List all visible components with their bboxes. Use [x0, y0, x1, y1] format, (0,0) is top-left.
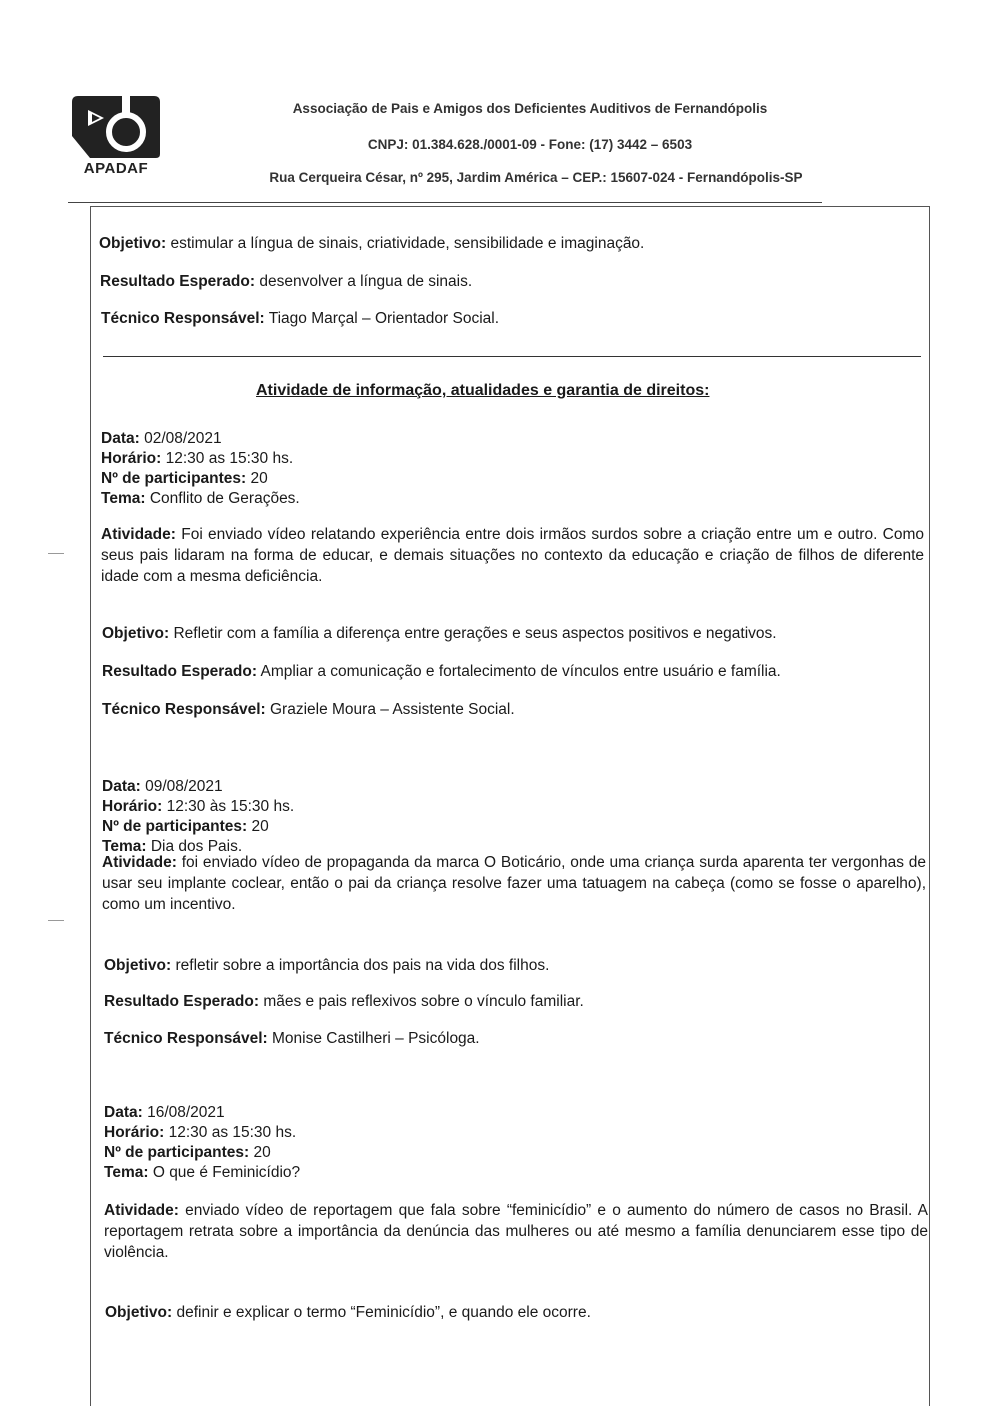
- org-name: Associação de Pais e Amigos dos Deficientes Auditivos de Fernandópolis: [292, 101, 768, 116]
- entry-3-participantes: Nº de participantes: 20: [104, 1144, 271, 1161]
- entry-2-tema: Tema: Dia dos Pais.: [102, 838, 243, 855]
- logo-text: APADAF: [83, 160, 149, 177]
- entry-2-objetivo: Objetivo: refletir sobre a importância dos pais na vida dos filhos.: [104, 957, 550, 974]
- ear-logo-icon: [70, 92, 162, 160]
- scan-mark: [48, 553, 64, 554]
- header-divider: [68, 202, 822, 203]
- apadaf-logo: [70, 92, 166, 184]
- entry-3-horario: Horário: 12:30 as 15:30 hs.: [104, 1124, 297, 1141]
- entry-1-participantes: Nº de participantes: 20: [101, 470, 268, 487]
- section-divider: [103, 356, 921, 357]
- cnpj-phone: CNPJ: 01.384.628./0001-09 - Fone: (17) 3442 – 6503: [367, 137, 693, 152]
- entry-1-horario: Horário: 12:30 as 15:30 hs.: [101, 450, 294, 467]
- entry-3-tema: Tema: O que é Feminicídio?: [104, 1164, 301, 1181]
- entry-1-atividade: Atividade: Foi enviado vídeo relatando experiência entre dois irmãos surdos sobre a criação entre um e outro. Como seus pais lidaram na forma de educar, e demais situações no contexto da educação e criação de filhos de diferente idade com a mesma deficiência.: [101, 526, 925, 585]
- entry-3-objetivo: Objetivo: definir e explicar o termo “Feminicídio”, e quando ele ocorre.: [105, 1304, 591, 1321]
- entry-2-tecnico: Técnico Responsável: Monise Castilheri – Psicóloga.: [104, 1030, 480, 1047]
- entry-1-resultado: Resultado Esperado: Ampliar a comunicação e fortalecimento de vínculos entre usuário e família.: [102, 663, 781, 680]
- section-title: Atividade de informação, atualidades e garantia de direitos:: [256, 382, 710, 399]
- intro-tecnico: Técnico Responsável: Tiago Marçal – Orientador Social.: [101, 310, 500, 327]
- entry-1-objetivo: Objetivo: Refletir com a família a diferença entre gerações e seus aspectos positivos e negativos.: [102, 625, 777, 642]
- entry-1-tecnico: Técnico Responsável: Graziele Moura – Assistente Social.: [102, 701, 515, 718]
- entry-2-resultado: Resultado Esperado: mães e pais reflexivos sobre o vínculo familiar.: [104, 993, 584, 1010]
- entry-2-data: Data: 09/08/2021: [102, 778, 223, 795]
- entry-1-data: Data: 02/08/2021: [101, 430, 222, 447]
- scan-mark: [48, 920, 64, 921]
- entry-2-atividade: Atividade: foi enviado vídeo de propaganda da marca O Boticário, onde uma criança surda aparenta ter vergonhas de usar seu implante coclear, então o pai da criança resolve fazer uma tatuagem na cabeça (como se fosse o aparelho), como um incentivo.: [102, 854, 926, 913]
- entry-3-data: Data: 16/08/2021: [104, 1104, 225, 1121]
- intro-resultado: Resultado Esperado: desenvolver a língua de sinais.: [100, 273, 473, 290]
- entry-3-atividade: Atividade: enviado vídeo de reportagem que fala sobre “feminicídio” e o aumento do número de casos no Brasil. A reportagem retrata sobre a importância da denúncia das mulheres ou até mesmo a família denunciarem esse tipo de violência.: [104, 1202, 928, 1261]
- entry-2-participantes: Nº de participantes: 20: [102, 818, 269, 835]
- entry-2-horario: Horário: 12:30 às 15:30 hs.: [102, 798, 295, 815]
- intro-objetivo: Objetivo: estimular a língua de sinais, criatividade, sensibilidade e imaginação.: [99, 235, 645, 252]
- address: Rua Cerqueira César, nº 295, Jardim América – CEP.: 15607-024 - Fernandópolis-SP: [269, 170, 803, 185]
- entry-1-tema: Tema: Conflito de Gerações.: [101, 490, 300, 507]
